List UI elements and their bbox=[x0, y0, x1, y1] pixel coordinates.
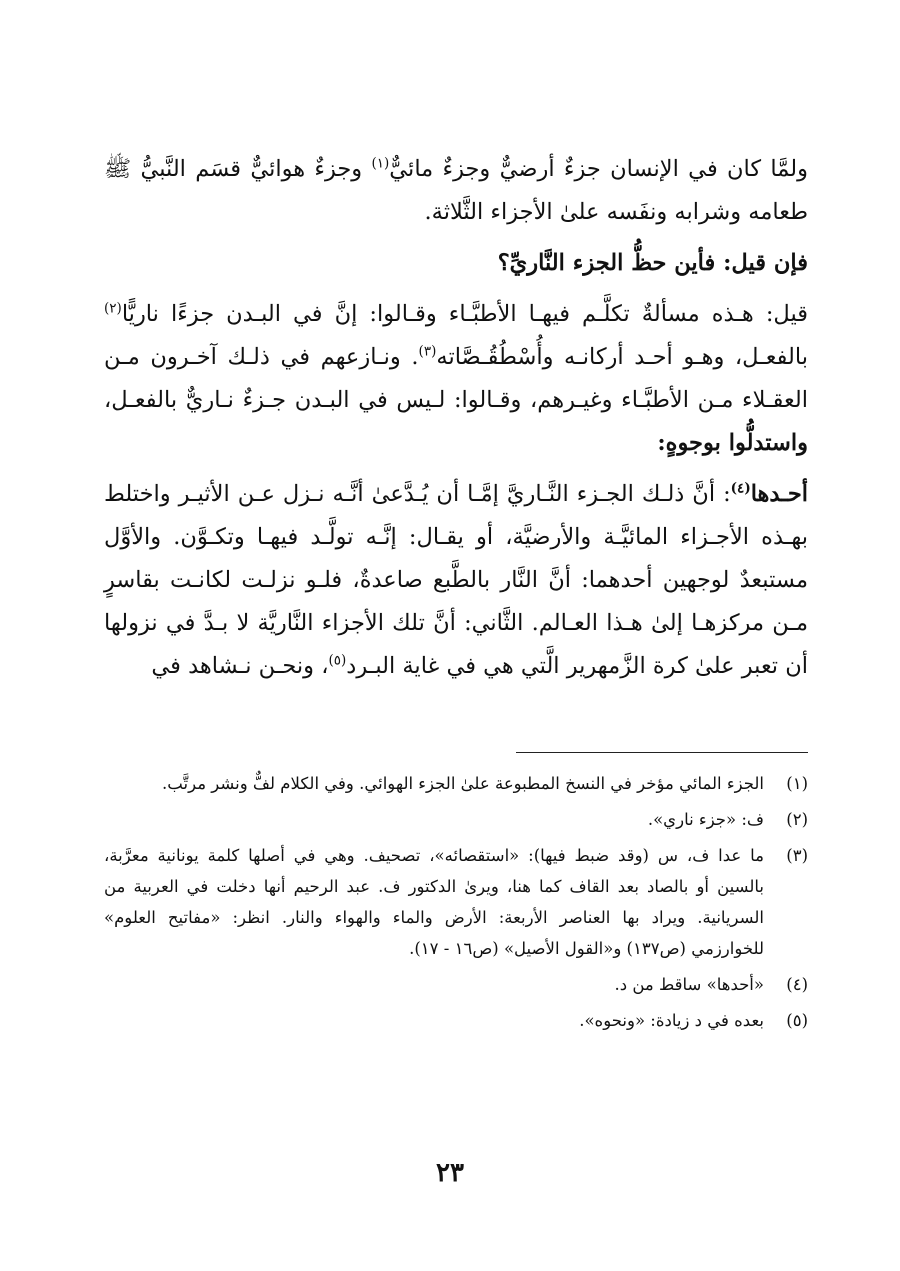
footnote-ref-4: (٤) bbox=[730, 480, 751, 497]
footnote-text: الجزء المائي مؤخر في النسخ المطبوعة علىٰ الجزء الهوائي. وفي الكلام لفٌّ ونشر مرتَّب. bbox=[162, 774, 764, 793]
paragraph-3 bbox=[104, 293, 808, 465]
footnote-ref-5: (٥) bbox=[328, 652, 347, 669]
footnote-number: (٥) bbox=[786, 1011, 808, 1030]
footnote-number: (١) bbox=[786, 774, 808, 793]
paragraph-4-heading: أحـدها bbox=[750, 481, 808, 507]
footnote-ref-1: (١) bbox=[371, 155, 390, 172]
paragraph-3-part-d: واستدلُّوا بوجوهٍ: bbox=[657, 430, 808, 456]
paragraph-3-part-b: بالفعـل، وهـو أحـد أركانـه وأُسْطُقُـصَّاته bbox=[436, 344, 809, 370]
footnotes bbox=[104, 768, 808, 1041]
paragraph-3-part-c: . ونـازعهم في ذلـك آخـرون مـن العقـلاء مـن الأطبَّـاء وغيـرهم، وقـالوا: لـيس في البـدن جـزءٌ نـاريٌّ بالفعـل، bbox=[104, 344, 808, 413]
paragraph-1 bbox=[104, 148, 808, 234]
paragraph-3-part-a: قيل: هـذه مسألةٌ تكلَّـم فيهـا الأطبَّـاء وقـالوا: إنَّ في البـدن جزءًا ناريًّا bbox=[121, 301, 808, 327]
footnote-text: ما عدا ف، س (وقد ضبط فيها): «استقصائه»، تصحيف. وهي في أصلها كلمة يونانية معرَّبة، بالسين أو بالصاد بعد القاف كما هنا، ويرىٰ الدكتور ف. عبد الرحيم أنها دخلت في العربية من السريانية. ويراد بها العناصر الأربعة: الأرض والماء والهواء والنار. انظر: «مفاتيح العلوم» للخوارزمي (ص١٣٧) و«القول الأصيل» (ص١٦ - ١٧). bbox=[104, 846, 764, 958]
footnote-text: بعده في د زيادة: «ونحوه». bbox=[579, 1011, 764, 1030]
footnote-ref-3: (٣) bbox=[418, 343, 437, 360]
footnote-5 bbox=[104, 1005, 808, 1036]
paragraph-1-rest: وجزءٌ هوائيٌّ قسَم النَّبيُّ ﷺ طعامه وشرابه ونفَسه علىٰ الأجزاء الثَّلاثة. bbox=[104, 156, 808, 225]
paragraph-1-text: ولمَّا كان في الإنسان جزءٌ أرضيٌّ وجزءٌ مائيٌّ bbox=[389, 156, 808, 182]
footnote-3 bbox=[104, 840, 808, 964]
footnote-text: «أحدها» ساقط من د. bbox=[614, 975, 764, 994]
footnote-4 bbox=[104, 969, 808, 1000]
footnote-number: (٢) bbox=[786, 810, 808, 829]
page-number: ٢٣ bbox=[436, 1158, 464, 1188]
footnote-number: (٤) bbox=[786, 975, 808, 994]
main-text bbox=[104, 148, 808, 688]
footnote-text: ف: «جزء ناري». bbox=[647, 810, 764, 829]
paragraph-4-part-c: ، ونحـن نـشاهد في bbox=[151, 653, 329, 679]
footnote-divider bbox=[516, 752, 808, 753]
footnote-ref-2: (٢) bbox=[104, 300, 122, 317]
footnote-2 bbox=[104, 804, 808, 835]
paragraph-2: فإن قيل: فأين حظُّ الجزء النَّاريِّ؟ bbox=[497, 250, 808, 276]
paragraph-4 bbox=[104, 473, 808, 688]
footnote-number: (٣) bbox=[786, 846, 808, 865]
footnote-1 bbox=[104, 768, 808, 799]
paragraph-4-part-b: : أنَّ ذلـك الجـزء النَّـاريَّ إمَّـا أن يُـدَّعىٰ أنَّـه نـزل عـن الأثيـر واختلط بهـذه الأجـزاء المائيَّـة والأرضيَّة، أو يقـال: إنَّـه تولَّـد فيهـا وتكـوَّن. والأوَّل مستبعدٌ لوجهين أحدهما: أنَّ النَّار بالطَّبع صاعدةٌ، فلـو نزلـت لكانـت بقاسرٍ مـن مركزهـا إلىٰ هـذا العـالم. الثَّاني: أنَّ تلك الأجزاء النَّاريَّة لا بـدَّ في نزولها أن تعبر علىٰ كرة الزَّمهرير الَّتي هي في غاية البـرد bbox=[104, 481, 808, 679]
